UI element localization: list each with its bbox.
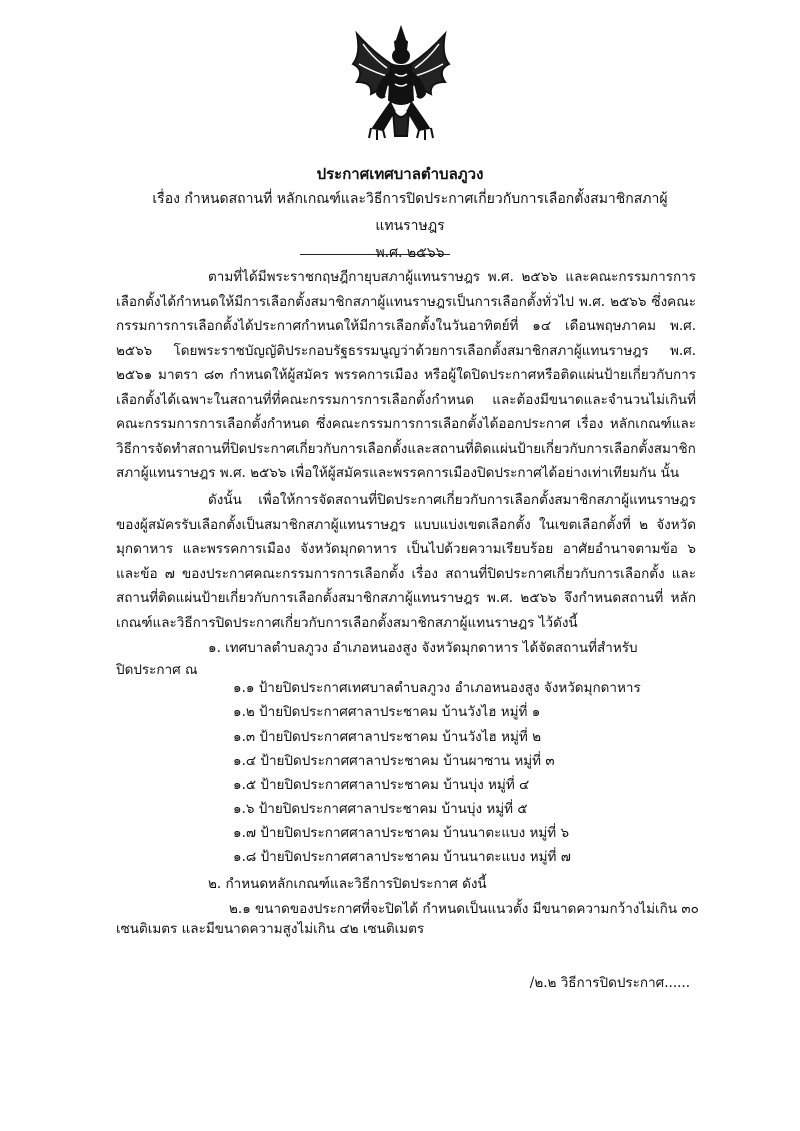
location-item: ๑.๒ ป้ายปิดประกาศศาลาประชาคม บ้านวังไฮ หมู่ที่ ๑: [233, 704, 541, 720]
paragraph-resolution-text: ดังนั้น เพื่อให้การจัดสถานที่ปิดประกาศเกี่ยวกับการเลือกตั้งสมาชิกสภาผู้แทนราษฎรของผู้สมัครรับเลือกตั้งเป็นสมาชิกสภาผู้แทนราษฎร แบบแบ่งเขตเลือกตั้ง ในเขตเลือกตั้งที่ ๒ จังหวัดมุกดาหาร และพรรคการเมือง จังหวัดมุกดาหาร เป็นไปด้วยความเรียบร้อย อาศัยอำนาจตามข้อ ๖ และข้อ ๗ ของประกาศคณะกรรมการการเลือกตั้ง เรื่อง สถานที่ปิดประกาศเกี่ยวกับการเลือกตั้ง และสถานที่ติดแผ่นป้ายเกี่ยวกับการเลือกตั้งสมาชิกสภาผู้แทนราษฎร พ.ศ. ๒๕๖๖ จึงกำหนดสถานที่ หลักเกณฑ์และวิธีการปิดประกาศเกี่ยวกับการเลือกตั้งสมาชิกสภาผู้แทนราษฎร ไว้ดังนี้: [116, 492, 696, 631]
page-continuation: /๒.๒ วิธีการปิดประกาศ......: [529, 975, 690, 991]
item-1-heading: ๑. เทศบาลตำบลภูวง อำเภอหนองสูง จังหวัดมุกดาหาร ได้จัดสถานที่สำหรับ: [208, 640, 638, 656]
paragraph-background-text: ตามที่ได้มีพระราชกฤษฎีกายุบสภาผู้แทนราษฎร พ.ศ. ๒๕๖๖ และคณะกรรมการการเลือกตั้งได้กำหนดให้มีการเลือกตั้งสมาชิกสภาผู้แทนราษฎรเป็นการเลือกตั้งทั่วไป พ.ศ. ๒๕๖๖ ซึ่งคณะกรรมการการเลือกตั้งได้ประกาศกำหนดให้มีการเลือกตั้งในวันอาทิตย์ที่ ๑๔ เดือนพฤษภาคม พ.ศ. ๒๕๖๖ โดยพระราชบัญญัติประกอบรัฐธรรมนูญว่าด้วยการเลือกตั้งสมาชิกสภาผู้แทนราษฎร พ.ศ. ๒๕๖๑ มาตรา ๘๓ กำหนดให้ผู้สมัคร พรรคการเมือง หรือผู้ใดปิดประกาศหรือติดแผ่นป้ายเกี่ยวกับการเลือกตั้งได้เฉพาะในสถานที่ที่คณะกรรมการการเลือกตั้งกำหนด และต้องมีขนาดและจำนวนไม่เกินที่คณะกรรมการการเลือกตั้งกำหนด ซึ่งคณะกรรมการการเลือกตั้งได้ออกประกาศ เรื่อง หลักเกณฑ์และวิธีการจัดทำสถานที่ปิดประกาศเกี่ยวกับการเลือกตั้งและสถานที่ติดแผ่นป้ายเกี่ยวกับการเลือกตั้งสมาชิกสภาผู้แทนราษฎร พ.ศ. ๒๕๖๖ เพื่อให้ผู้สมัครและพรรคการเมืองปิดประกาศได้อย่างเท่าเทียมกัน นั้น: [116, 269, 696, 481]
item-2-1-continuation: เซนติเมตร และมีขนาดความสูงไม่เกิน ๔๒ เซนติเมตร: [116, 921, 425, 937]
location-item: ๑.๕ ป้ายปิดประกาศศาลาประชาคม บ้านบุ่ง หมู่ที่ ๔: [233, 777, 530, 793]
garuda-emblem-icon: [343, 24, 459, 144]
location-item: ๑.๓ ป้ายปิดประกาศศาลาประชาคม บ้านวังไฮ หมู่ที่ ๒: [233, 729, 541, 745]
location-item: ๑.๑ ป้ายปิดประกาศเทศบาลตำบลภูวง อำเภอหนองสูง จังหวัดมุกดาหาร: [233, 680, 641, 696]
location-item: ๑.๔ ป้ายปิดประกาศศาลาประชาคม บ้านผาซาน หมู่ที่ ๓: [233, 753, 555, 769]
subject-line-1: เรื่อง กำหนดสถานที่ หลักเกณฑ์และวิธีการปิดประกาศเกี่ยวกับการเลือกตั้งสมาชิกสภาผู้แทนราษฎร: [152, 191, 668, 234]
item-2-heading: ๒. กำหนดหลักเกณฑ์และวิธีการปิดประกาศ ดังนี้: [208, 876, 487, 892]
subject-year: พ.ศ. ๒๕๖๖: [375, 245, 445, 261]
announcement-title: ประกาศเทศบาลตำบลภูวง: [316, 165, 484, 183]
location-item: ๑.๗ ป้ายปิดประกาศศาลาประชาคม บ้านนาตะแบง หมู่ที่ ๖: [233, 825, 570, 841]
item-1-continuation: ปิดประกาศ ณ: [116, 662, 198, 678]
paragraph-background: [116, 265, 696, 486]
location-item: ๑.๖ ป้ายปิดประกาศศาลาประชาคม บ้านบุ่ง หมู่ที่ ๕: [233, 801, 528, 817]
paragraph-resolution: [116, 488, 696, 635]
location-item: ๑.๘ ป้ายปิดประกาศศาลาประชาคม บ้านนาตะแบง หมู่ที่ ๗: [233, 849, 571, 865]
title-divider: [300, 254, 450, 255]
item-2-1: ๒.๑ ขนาดของประกาศที่จะปิดได้ กำหนดเป็นแนวตั้ง มีขนาดความกว้างไม่เกิน ๓๐: [229, 901, 699, 917]
